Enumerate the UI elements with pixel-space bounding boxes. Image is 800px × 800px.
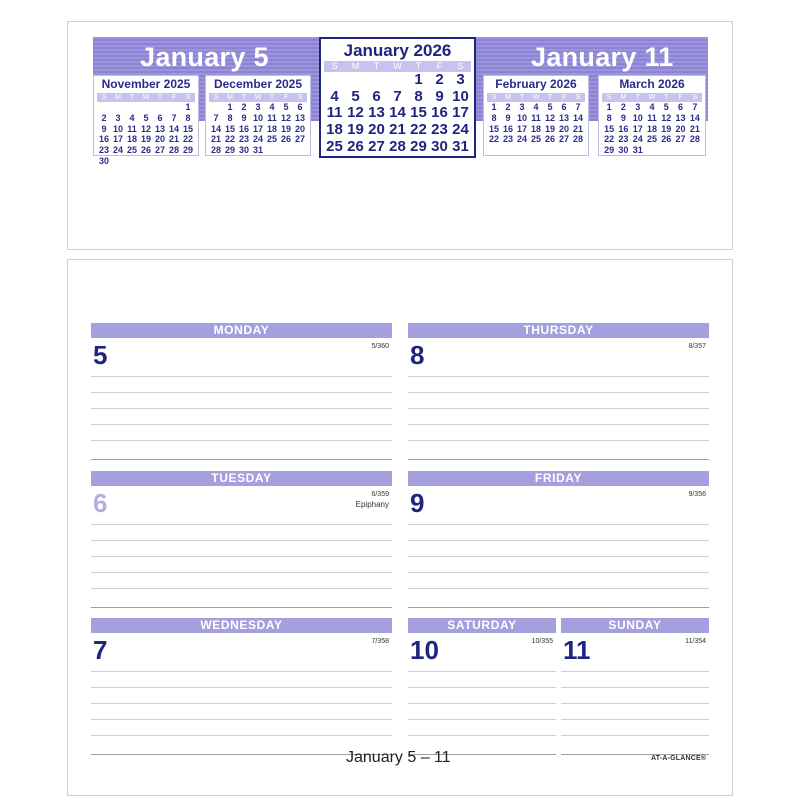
- calendar-day: 6: [561, 102, 567, 112]
- calendar-day: 7: [213, 112, 219, 123]
- calendar-day: 7: [171, 112, 177, 123]
- weekday-letter: W: [254, 94, 262, 101]
- calendar-day: 23: [431, 121, 448, 139]
- weekday-letter: S: [491, 94, 497, 101]
- writing-line: [408, 540, 709, 541]
- mini-calendar-november: [93, 75, 199, 166]
- calendar-day: 25: [646, 134, 657, 145]
- day-block-saturday: [408, 618, 556, 755]
- calendar-day: 7: [393, 87, 402, 105]
- calendar-day: 26: [140, 145, 151, 156]
- writing-line: [408, 556, 709, 557]
- calendar-day: 22: [410, 121, 427, 139]
- calendar-day: 1: [606, 102, 612, 112]
- day-bottom-rule: [91, 459, 392, 460]
- calendar-day: 30: [98, 155, 109, 166]
- weekday-letter: M: [505, 94, 511, 101]
- calendar-day: 21: [210, 134, 221, 145]
- calendar-day: 31: [452, 137, 469, 155]
- weekday-letter: W: [532, 94, 540, 101]
- calendar-day: 17: [632, 123, 643, 134]
- calendar-day: 18: [326, 121, 343, 139]
- calendar-day: 13: [154, 123, 165, 134]
- calendar-day: 1: [185, 102, 191, 112]
- calendar-day: 17: [252, 123, 263, 134]
- weekday-letter: S: [692, 94, 698, 101]
- calendar-day: 3: [635, 102, 641, 112]
- calendar-day: 27: [675, 134, 686, 145]
- day-header: MONDAY: [91, 323, 392, 338]
- writing-line: [408, 588, 709, 589]
- calendar-day: 24: [632, 134, 643, 145]
- day-number: 5: [93, 340, 108, 370]
- calendar-day: 21: [389, 121, 406, 139]
- calendar-day: 21: [572, 123, 583, 134]
- calendar-day: 4: [330, 87, 339, 105]
- calendar-day: 3: [255, 102, 261, 112]
- calendar-day: 17: [516, 123, 527, 134]
- writing-line: [91, 703, 392, 704]
- calendar-day: 22: [604, 134, 615, 145]
- weekday-letter: F: [678, 94, 683, 101]
- calendar-day: 30: [238, 145, 249, 156]
- calendar-day: 15: [224, 123, 235, 134]
- day-header: SUNDAY: [561, 618, 709, 633]
- day-of-year: 7/358: [371, 638, 389, 645]
- calendar-day: 6: [678, 102, 684, 112]
- calendar-day: 5: [663, 102, 669, 112]
- calendar-day: 16: [238, 123, 249, 134]
- calendar-day: 25: [530, 134, 541, 145]
- calendar-day: 29: [410, 137, 427, 155]
- calendar-day: 9: [241, 112, 247, 123]
- weekday-letter: S: [101, 94, 107, 101]
- weekday-letter: W: [393, 61, 402, 71]
- calendar-day: 9: [620, 112, 626, 123]
- calendar-day: 13: [558, 112, 569, 123]
- calendar-day: 24: [252, 134, 263, 145]
- weekday-row: [324, 61, 471, 72]
- writing-line: [91, 440, 392, 441]
- calendar-day: 18: [530, 123, 541, 134]
- weekday-row: [97, 93, 195, 102]
- calendar-day: 5: [351, 87, 360, 105]
- calendar-day: 28: [210, 145, 221, 156]
- week-start-date: January 5: [140, 42, 269, 72]
- week-range-footer: January 5 – 11: [346, 749, 451, 766]
- weekday-letter: T: [664, 94, 669, 101]
- weekday-letter: S: [575, 94, 581, 101]
- day-block-thursday: [408, 323, 709, 460]
- mini-calendar-february: [483, 75, 589, 156]
- calendar-day: 22: [488, 134, 499, 145]
- calendar-day: 28: [168, 145, 179, 156]
- calendar-day: [111, 102, 125, 113]
- writing-line: [408, 392, 709, 393]
- writing-line: [561, 703, 709, 704]
- writing-line: [408, 719, 556, 720]
- calendar-day: 13: [368, 104, 385, 122]
- calendar-day: [153, 102, 167, 113]
- day-block-sunday: [561, 618, 709, 755]
- weekday-letter: F: [283, 94, 289, 101]
- calendar-day: 3: [115, 112, 121, 123]
- calendar-day: 4: [649, 102, 655, 112]
- weekday-letter: T: [373, 61, 380, 71]
- calendar-day: 16: [502, 123, 513, 134]
- writing-line: [561, 687, 709, 688]
- calendar-day: 10: [516, 112, 527, 123]
- writing-line: [91, 735, 392, 736]
- mini-day-grid: [206, 102, 310, 156]
- calendar-day: 12: [280, 112, 291, 123]
- calendar-day: 24: [452, 121, 469, 139]
- calendar-day: 20: [558, 123, 569, 134]
- day-number: 6: [93, 488, 108, 518]
- calendar-day: 2: [620, 102, 626, 112]
- weekday-letter: S: [606, 94, 612, 101]
- calendar-day: 12: [544, 112, 555, 123]
- writing-line: [561, 735, 709, 736]
- day-of-year: 9/356: [688, 491, 706, 498]
- brand-logo-text: AT-A-GLANCE®: [651, 755, 707, 762]
- current-month-day-grid: [321, 72, 474, 156]
- calendar-day: 15: [604, 123, 615, 134]
- calendar-day: 2: [435, 71, 444, 88]
- weekday-letter: T: [415, 61, 422, 71]
- calendar-day: 7: [692, 102, 698, 112]
- calendar-day: 4: [533, 102, 539, 112]
- day-header: TUESDAY: [91, 471, 392, 486]
- calendar-day: 18: [126, 134, 137, 145]
- day-bottom-rule: [408, 459, 709, 460]
- writing-line: [408, 524, 709, 525]
- calendar-day: 20: [154, 134, 165, 145]
- calendar-day: 16: [98, 134, 109, 145]
- mini-month-title: February 2026: [495, 77, 577, 91]
- day-block-monday: [91, 323, 392, 460]
- calendar-day: 15: [182, 123, 193, 134]
- weekly-planner-page: [67, 259, 733, 796]
- weekday-letter: M: [115, 94, 121, 101]
- calendar-day: 2: [241, 102, 247, 112]
- calendar-day: 10: [452, 87, 469, 105]
- calendar-day: 1: [491, 102, 497, 112]
- calendar-day: 29: [604, 145, 615, 156]
- calendar-day: 20: [368, 121, 385, 139]
- day-number: 9: [410, 488, 425, 518]
- weekday-letter: F: [561, 94, 567, 101]
- calendar-day: 22: [224, 134, 235, 145]
- weekday-letter: S: [331, 61, 338, 71]
- day-bottom-rule: [408, 607, 709, 608]
- day-number: 7: [93, 635, 108, 665]
- writing-line: [561, 671, 709, 672]
- mini-month-title: November 2025: [101, 77, 191, 91]
- day-of-year: 8/357: [688, 343, 706, 350]
- day-block-tuesday: [91, 471, 392, 608]
- writing-line: [91, 408, 392, 409]
- calendar-day: 24: [112, 145, 123, 156]
- calendar-day: 10: [632, 112, 643, 123]
- calendar-day: 6: [157, 112, 163, 123]
- writing-line: [408, 671, 556, 672]
- calendar-day: 22: [182, 134, 193, 145]
- current-month-title: January 2026: [343, 41, 452, 60]
- calendar-day: 30: [431, 137, 448, 155]
- calendar-day: [139, 102, 153, 113]
- writing-line: [91, 376, 392, 377]
- calendar-day: 28: [572, 134, 583, 145]
- calendar-day: 29: [182, 145, 193, 156]
- weekday-letter: M: [620, 94, 627, 101]
- calendar-day: 27: [154, 145, 165, 156]
- calendar-day: 7: [575, 102, 581, 112]
- weekday-letter: T: [157, 94, 163, 101]
- calendar-day: 14: [210, 123, 221, 134]
- mini-calendar-march: [598, 75, 706, 156]
- calendar-day: 21: [689, 123, 700, 134]
- calendar-day: 16: [618, 123, 629, 134]
- calendar-day: 28: [389, 137, 406, 155]
- day-of-year: 6/359: [371, 491, 389, 498]
- calendar-day: 11: [326, 104, 343, 122]
- weekday-letter: S: [457, 61, 464, 71]
- day-header: SATURDAY: [408, 618, 556, 633]
- calendar-day: 8: [606, 112, 612, 123]
- weekday-letter: T: [547, 94, 553, 101]
- calendar-day: 4: [129, 112, 135, 123]
- day-number: 8: [410, 340, 425, 370]
- weekday-letter: W: [648, 94, 656, 101]
- calendar-day: 10: [252, 112, 263, 123]
- writing-line: [408, 376, 709, 377]
- calendar-day: 19: [347, 121, 364, 139]
- calendar-day: 23: [98, 145, 109, 156]
- calendar-day: 11: [531, 112, 541, 123]
- calendar-day: 26: [280, 134, 291, 145]
- calendar-day: 14: [689, 112, 700, 123]
- calendar-day: 23: [238, 134, 249, 145]
- calendar-day: 20: [294, 123, 305, 134]
- calendar-day: [97, 102, 111, 113]
- writing-line: [408, 408, 709, 409]
- calendar-day: 17: [112, 134, 123, 145]
- weekday-letter: M: [351, 61, 360, 71]
- weekday-letter: T: [269, 94, 275, 101]
- weekday-letter: M: [227, 94, 233, 101]
- current-month-calendar: [319, 37, 476, 158]
- calendar-day: 28: [689, 134, 700, 145]
- day-block-friday: [408, 471, 709, 608]
- writing-line: [408, 703, 556, 704]
- calendar-day: 27: [294, 134, 305, 145]
- calendar-day: 3: [456, 71, 465, 88]
- calendar-day: 19: [140, 134, 151, 145]
- writing-line: [91, 671, 392, 672]
- day-bottom-rule: [91, 607, 392, 608]
- day-header: THURSDAY: [408, 323, 709, 338]
- writing-line: [408, 687, 556, 688]
- writing-line: [561, 719, 709, 720]
- calendar-day: 12: [347, 104, 364, 122]
- writing-line: [91, 424, 392, 425]
- calendar-day: 8: [491, 112, 497, 123]
- day-header: FRIDAY: [408, 471, 709, 486]
- calendar-day: [167, 102, 181, 113]
- calendar-day: 5: [547, 102, 553, 112]
- day-number: 10: [410, 635, 439, 665]
- calendar-day: 14: [168, 123, 179, 134]
- day-of-year: 11/354: [685, 638, 706, 645]
- calendar-day: 13: [675, 112, 686, 123]
- mini-calendar-december: [205, 75, 311, 156]
- calendar-day: 13: [294, 112, 305, 123]
- calendar-day: 18: [646, 123, 657, 134]
- holiday-label: Epiphany: [355, 500, 389, 509]
- weekday-row: [602, 93, 702, 102]
- writing-line: [408, 440, 709, 441]
- calendar-day: 29: [224, 145, 235, 156]
- calendar-day: 11: [127, 123, 137, 134]
- day-of-year: 5/360: [371, 343, 389, 350]
- writing-line: [91, 588, 392, 589]
- calendar-day: 19: [661, 123, 672, 134]
- writing-line: [408, 735, 556, 736]
- calendar-day: 25: [126, 145, 137, 156]
- calendar-day: 15: [410, 104, 427, 122]
- calendar-day: [387, 72, 408, 89]
- weekday-row: [487, 93, 585, 102]
- weekday-letter: T: [241, 94, 247, 101]
- calendar-day: [345, 72, 366, 89]
- calendar-day: 15: [488, 123, 499, 134]
- calendar-day: 19: [280, 123, 291, 134]
- writing-line: [91, 540, 392, 541]
- calendar-day: 26: [661, 134, 672, 145]
- calendar-day: 5: [143, 112, 149, 123]
- calendar-day: 23: [618, 134, 629, 145]
- calendar-day: 25: [266, 134, 277, 145]
- calendar-day: 11: [267, 112, 277, 123]
- calendar-day: 17: [452, 104, 469, 122]
- mini-day-grid: [94, 102, 198, 167]
- day-header: WEDNESDAY: [91, 618, 392, 633]
- calendar-day: 24: [516, 134, 527, 145]
- calendar-day: 26: [347, 137, 364, 155]
- calendar-day: 21: [168, 134, 179, 145]
- calendar-day: 8: [227, 112, 233, 123]
- mini-day-grid: [484, 102, 588, 145]
- weekday-row: [209, 93, 307, 102]
- calendar-day: 14: [572, 112, 583, 123]
- calendar-day: [324, 72, 345, 89]
- day-block-wednesday: [91, 618, 392, 755]
- calendar-day: 9: [101, 123, 107, 134]
- calendar-day: 30: [618, 145, 629, 156]
- calendar-day: 6: [372, 87, 381, 105]
- weekday-letter: S: [297, 94, 303, 101]
- weekday-letter: W: [142, 94, 150, 101]
- calendar-day: 8: [414, 87, 423, 105]
- writing-line: [408, 572, 709, 573]
- calendar-day: 12: [661, 112, 672, 123]
- calendar-day: 18: [266, 123, 277, 134]
- calendar-day: 2: [505, 102, 511, 112]
- weekday-letter: S: [185, 94, 191, 101]
- calendar-day: [125, 102, 139, 113]
- weekday-letter: T: [519, 94, 525, 101]
- calendar-day: 11: [647, 112, 657, 123]
- writing-line: [91, 719, 392, 720]
- day-of-year: 10/355: [531, 638, 553, 645]
- weekday-letter: S: [213, 94, 219, 101]
- calendar-day: 26: [544, 134, 555, 145]
- writing-line: [408, 424, 709, 425]
- writing-line: [91, 524, 392, 525]
- calendar-day: 31: [252, 145, 263, 156]
- writing-line: [91, 572, 392, 573]
- calendar-day: 25: [326, 137, 343, 155]
- calendar-day: 14: [389, 104, 406, 122]
- calendar-day: 10: [112, 123, 123, 134]
- calendar-day: [366, 72, 387, 89]
- calendar-day: 16: [431, 104, 448, 122]
- calendar-day: 4: [269, 102, 275, 112]
- calendar-day: 20: [675, 123, 686, 134]
- day-number: 11: [563, 635, 591, 665]
- calendar-day: 6: [297, 102, 303, 112]
- calendar-day: 12: [140, 123, 151, 134]
- calendar-day: 23: [502, 134, 513, 145]
- writing-line: [91, 392, 392, 393]
- calendar-day: 31: [632, 145, 643, 156]
- monthly-strip-card: [67, 21, 733, 250]
- weekday-letter: F: [436, 61, 443, 71]
- mini-day-grid: [599, 102, 705, 156]
- weekday-letter: T: [129, 94, 135, 101]
- calendar-day: 19: [544, 123, 555, 134]
- writing-line: [91, 687, 392, 688]
- calendar-day: 8: [185, 112, 191, 123]
- calendar-day: 2: [101, 112, 107, 123]
- calendar-day: 1: [414, 71, 423, 88]
- calendar-day: 9: [505, 112, 511, 123]
- calendar-day: 3: [519, 102, 525, 112]
- calendar-day: 27: [558, 134, 569, 145]
- calendar-day: 1: [227, 102, 233, 112]
- calendar-day: 9: [435, 87, 444, 105]
- writing-line: [91, 556, 392, 557]
- weekday-letter: F: [171, 94, 177, 101]
- calendar-day: 27: [368, 137, 385, 155]
- weekday-letter: T: [635, 94, 640, 101]
- week-end-date: January 11: [531, 42, 674, 72]
- calendar-day: 5: [283, 102, 289, 112]
- calendar-day: [209, 102, 223, 113]
- mini-month-title: March 2026: [619, 77, 685, 91]
- mini-month-title: December 2025: [213, 77, 303, 91]
